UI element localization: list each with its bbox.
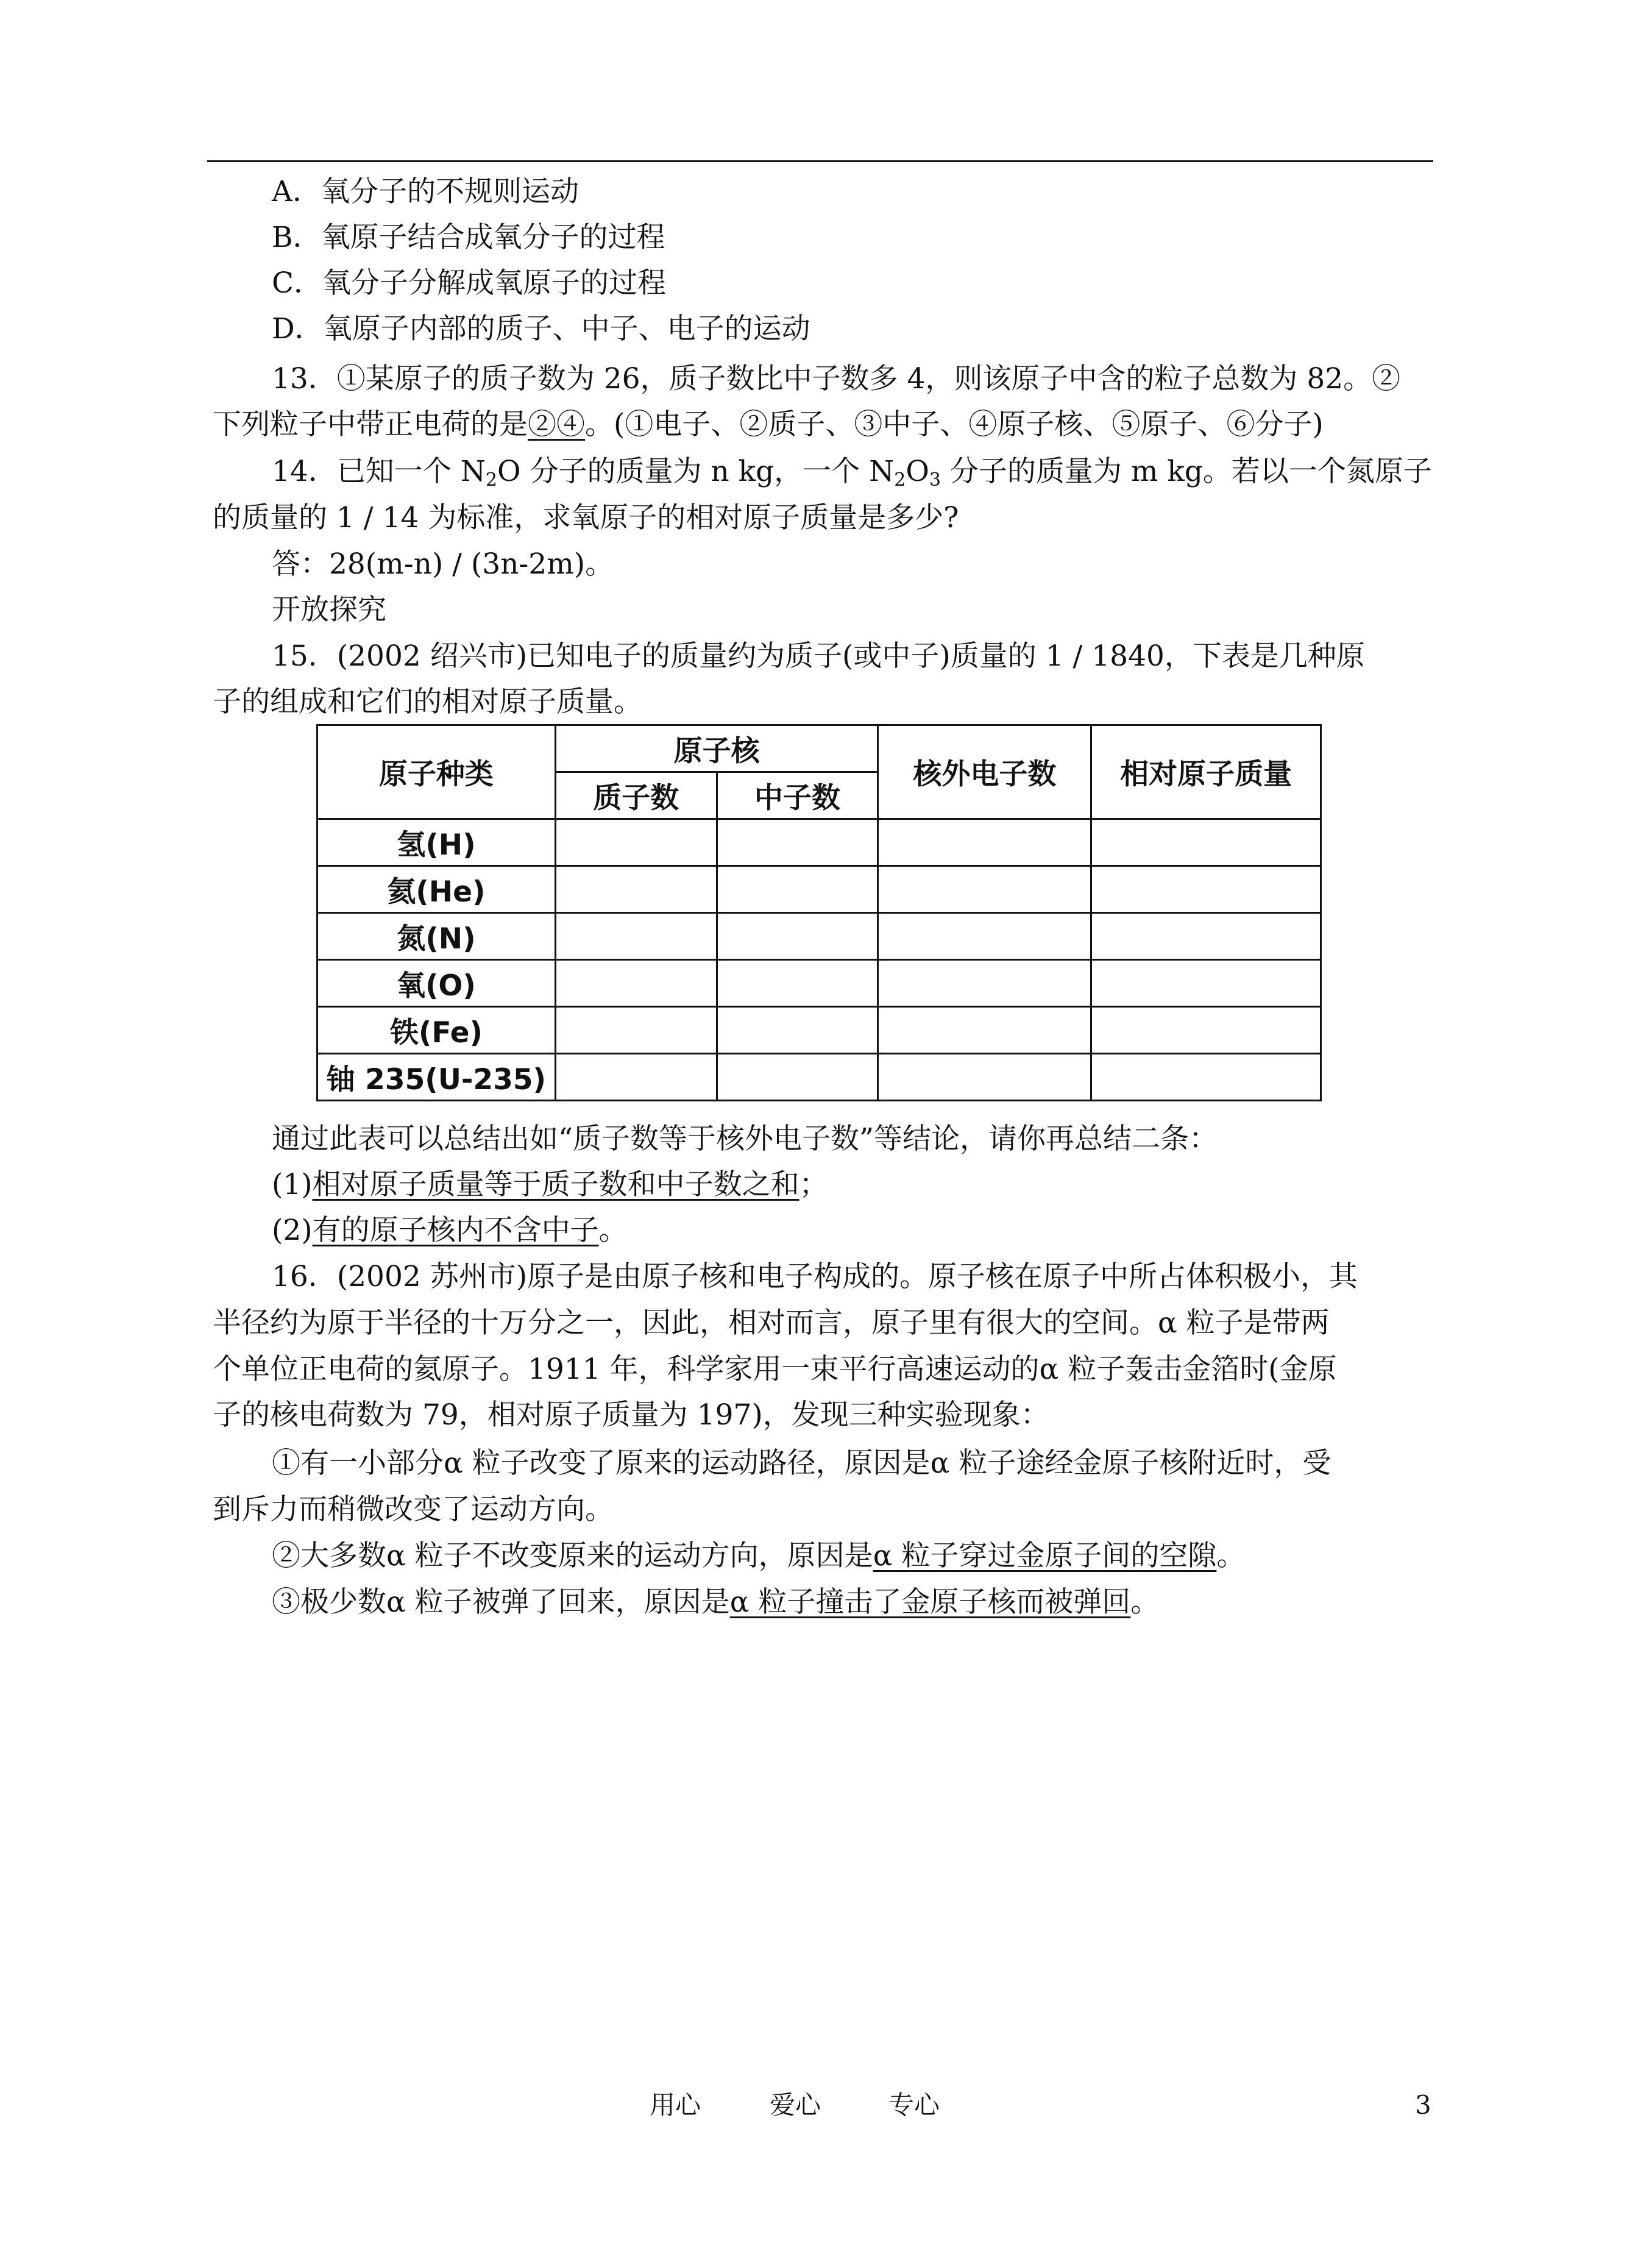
table-cell[interactable] — [555, 1054, 717, 1101]
c1-punct: ； — [799, 1168, 828, 1201]
q14-text-3: O — [906, 455, 929, 488]
q13-text: 下列粒子中带正电荷的是 — [213, 408, 528, 441]
q15-conclusion: 通过此表可以总结出如“质子数等于核外电子数”等结论，请你再总结二条： — [272, 1122, 1218, 1156]
option-a: A．氧分子的不规则运动 — [272, 175, 579, 208]
table-cell[interactable] — [1091, 1007, 1321, 1054]
col-electrons: 核外电子数 — [878, 725, 1091, 819]
option-b: B．氧原子结合成氧分子的过程 — [272, 221, 665, 254]
q16-obs3 — [272, 1584, 1159, 1621]
obs2-answer: α 粒子穿过金原子间的空隙 — [873, 1539, 1217, 1573]
table-cell[interactable] — [1091, 960, 1321, 1007]
col-protons: 质子数 — [555, 772, 717, 819]
table-header-row — [317, 725, 1321, 772]
q16-obs2 — [272, 1538, 1245, 1574]
row-label: 铁(Fe) — [317, 1007, 556, 1054]
table-cell[interactable] — [878, 960, 1091, 1007]
footer-motto-3: 专心 — [888, 2090, 940, 2120]
q15-conclusion-2 — [272, 1212, 628, 1249]
row-label: 氢(H) — [317, 819, 556, 866]
q14-sub-1: 2 — [485, 469, 497, 491]
table-row — [317, 960, 1321, 1007]
page-number: 3 — [1415, 2090, 1431, 2120]
table-cell[interactable] — [717, 1007, 878, 1054]
table-cell[interactable] — [555, 866, 717, 913]
table-row — [317, 866, 1321, 913]
row-label: 氦(He) — [317, 866, 556, 913]
q14-line2: 的质量的 1 / 14 为标准，求氧原子的相对原子质量是多少? — [213, 501, 959, 535]
table-row — [317, 1007, 1321, 1054]
footer-motto-1: 用心 — [650, 2090, 701, 2120]
q16-line1: 16．(2002 苏州市)原子是由原子核和电子构成的。原子核在原子中所占体积极小，其 — [272, 1260, 1358, 1293]
q13-line1: 13．①某原子的质子数为 26，质子数比中子数多 4，则该原子中含的粒子总数为 82。② — [272, 362, 1401, 396]
q13-answer: ②④ — [528, 408, 585, 441]
q16-line2: 半径约为原于半径的十万分之一，因此，相对而言，原子里有很大的空间。α 粒子是带两 — [213, 1306, 1330, 1340]
q14-sub-3: 3 — [929, 469, 941, 491]
table-cell[interactable] — [1091, 819, 1321, 866]
table-cell[interactable] — [878, 1007, 1091, 1054]
footer-motto-2: 爱心 — [770, 2090, 821, 2120]
row-label: 氮(N) — [317, 913, 556, 960]
table-cell[interactable] — [1091, 866, 1321, 913]
q14-text-2: O 分子的质量为 n kg，一个 N — [497, 455, 895, 488]
col-neutrons: 中子数 — [717, 772, 878, 819]
table-cell[interactable] — [1091, 913, 1321, 960]
col-mass: 相对原子质量 — [1091, 725, 1321, 819]
c1-num: (1) — [272, 1168, 313, 1201]
table-row — [317, 913, 1321, 960]
table-cell[interactable] — [717, 819, 878, 866]
table-cell[interactable] — [555, 819, 717, 866]
c1-answer: 相对原子质量等于质子数和中子数之和 — [312, 1168, 800, 1201]
q16-obs1-line1: ①有一小部分α 粒子改变了原来的运动路径，原因是α 粒子途经金原子核附近时，受 — [272, 1446, 1331, 1480]
q16-line4: 子的核电荷数为 79，相对原子质量为 197)，发现三种实验现象： — [213, 1398, 1049, 1432]
c2-answer: 有的原子核内不含中子 — [312, 1214, 599, 1247]
option-d: D．氧原子内部的质子、中子、电子的运动 — [272, 312, 810, 346]
obs3-text: ③极少数α 粒子被弹了回来，原因是 — [272, 1585, 730, 1619]
table-cell[interactable] — [878, 819, 1091, 866]
row-label: 铀 235(U-235) — [317, 1054, 556, 1101]
table-cell[interactable] — [717, 913, 878, 960]
table-cell[interactable] — [1091, 1054, 1321, 1101]
q15-conclusion-1 — [272, 1167, 828, 1203]
obs3-punct: 。 — [1130, 1585, 1160, 1619]
q16-obs1-line2: 到斥力而稍微改变了运动方向。 — [213, 1493, 614, 1526]
header-rule — [207, 160, 1433, 162]
atom-table — [316, 724, 1322, 1101]
obs2-punct: 。 — [1216, 1539, 1246, 1573]
table-cell[interactable] — [555, 960, 717, 1007]
table-row — [317, 1054, 1321, 1101]
obs3-answer: α 粒子撞击了金原子核而被弹回 — [729, 1585, 1131, 1619]
c2-punct: 。 — [598, 1214, 628, 1247]
q13-line2 — [213, 407, 1324, 443]
table-cell[interactable] — [717, 866, 878, 913]
col-atom: 原子种类 — [317, 725, 556, 819]
option-c: C．氧分子分解成氧原子的过程 — [272, 266, 666, 300]
q14-line1 — [272, 453, 1432, 490]
table-cell[interactable] — [555, 1007, 717, 1054]
section-heading: 开放探究 — [272, 593, 386, 627]
q14-sub-2: 2 — [894, 469, 906, 491]
q14-text-1: 14．已知一个 N — [272, 455, 486, 488]
row-label: 氧(O) — [317, 960, 556, 1007]
table-cell[interactable] — [878, 866, 1091, 913]
q16-line3: 个单位正电荷的氦原子。1911 年，科学家用一束平行高速运动的α 粒子轰击金箔时(金原 — [213, 1353, 1337, 1386]
table-row — [317, 819, 1321, 866]
q15-line2: 子的组成和它们的相对原子质量。 — [213, 685, 642, 719]
obs2-text: ②大多数α 粒子不改变原来的运动方向，原因是 — [272, 1539, 873, 1573]
q13-options: 。(①电子、②质子、③中子、④原子核、⑤原子、⑥分子) — [585, 408, 1324, 441]
q14-answer: 答：28(m-n) / (3n-2m)。 — [272, 547, 614, 581]
table-cell[interactable] — [878, 913, 1091, 960]
table-cell[interactable] — [878, 1054, 1091, 1101]
col-nucleus: 原子核 — [555, 725, 878, 772]
table-cell[interactable] — [717, 1054, 878, 1101]
q14-text-4: 分子的质量为 m kg。若以一个氮原子 — [940, 455, 1432, 488]
c2-num: (2) — [272, 1214, 313, 1247]
table-cell[interactable] — [555, 913, 717, 960]
table-cell[interactable] — [717, 960, 878, 1007]
q15-line1: 15．(2002 绍兴市)已知电子的质量约为质子(或中子)质量的 1 / 1840，下表是几种原 — [272, 639, 1365, 673]
